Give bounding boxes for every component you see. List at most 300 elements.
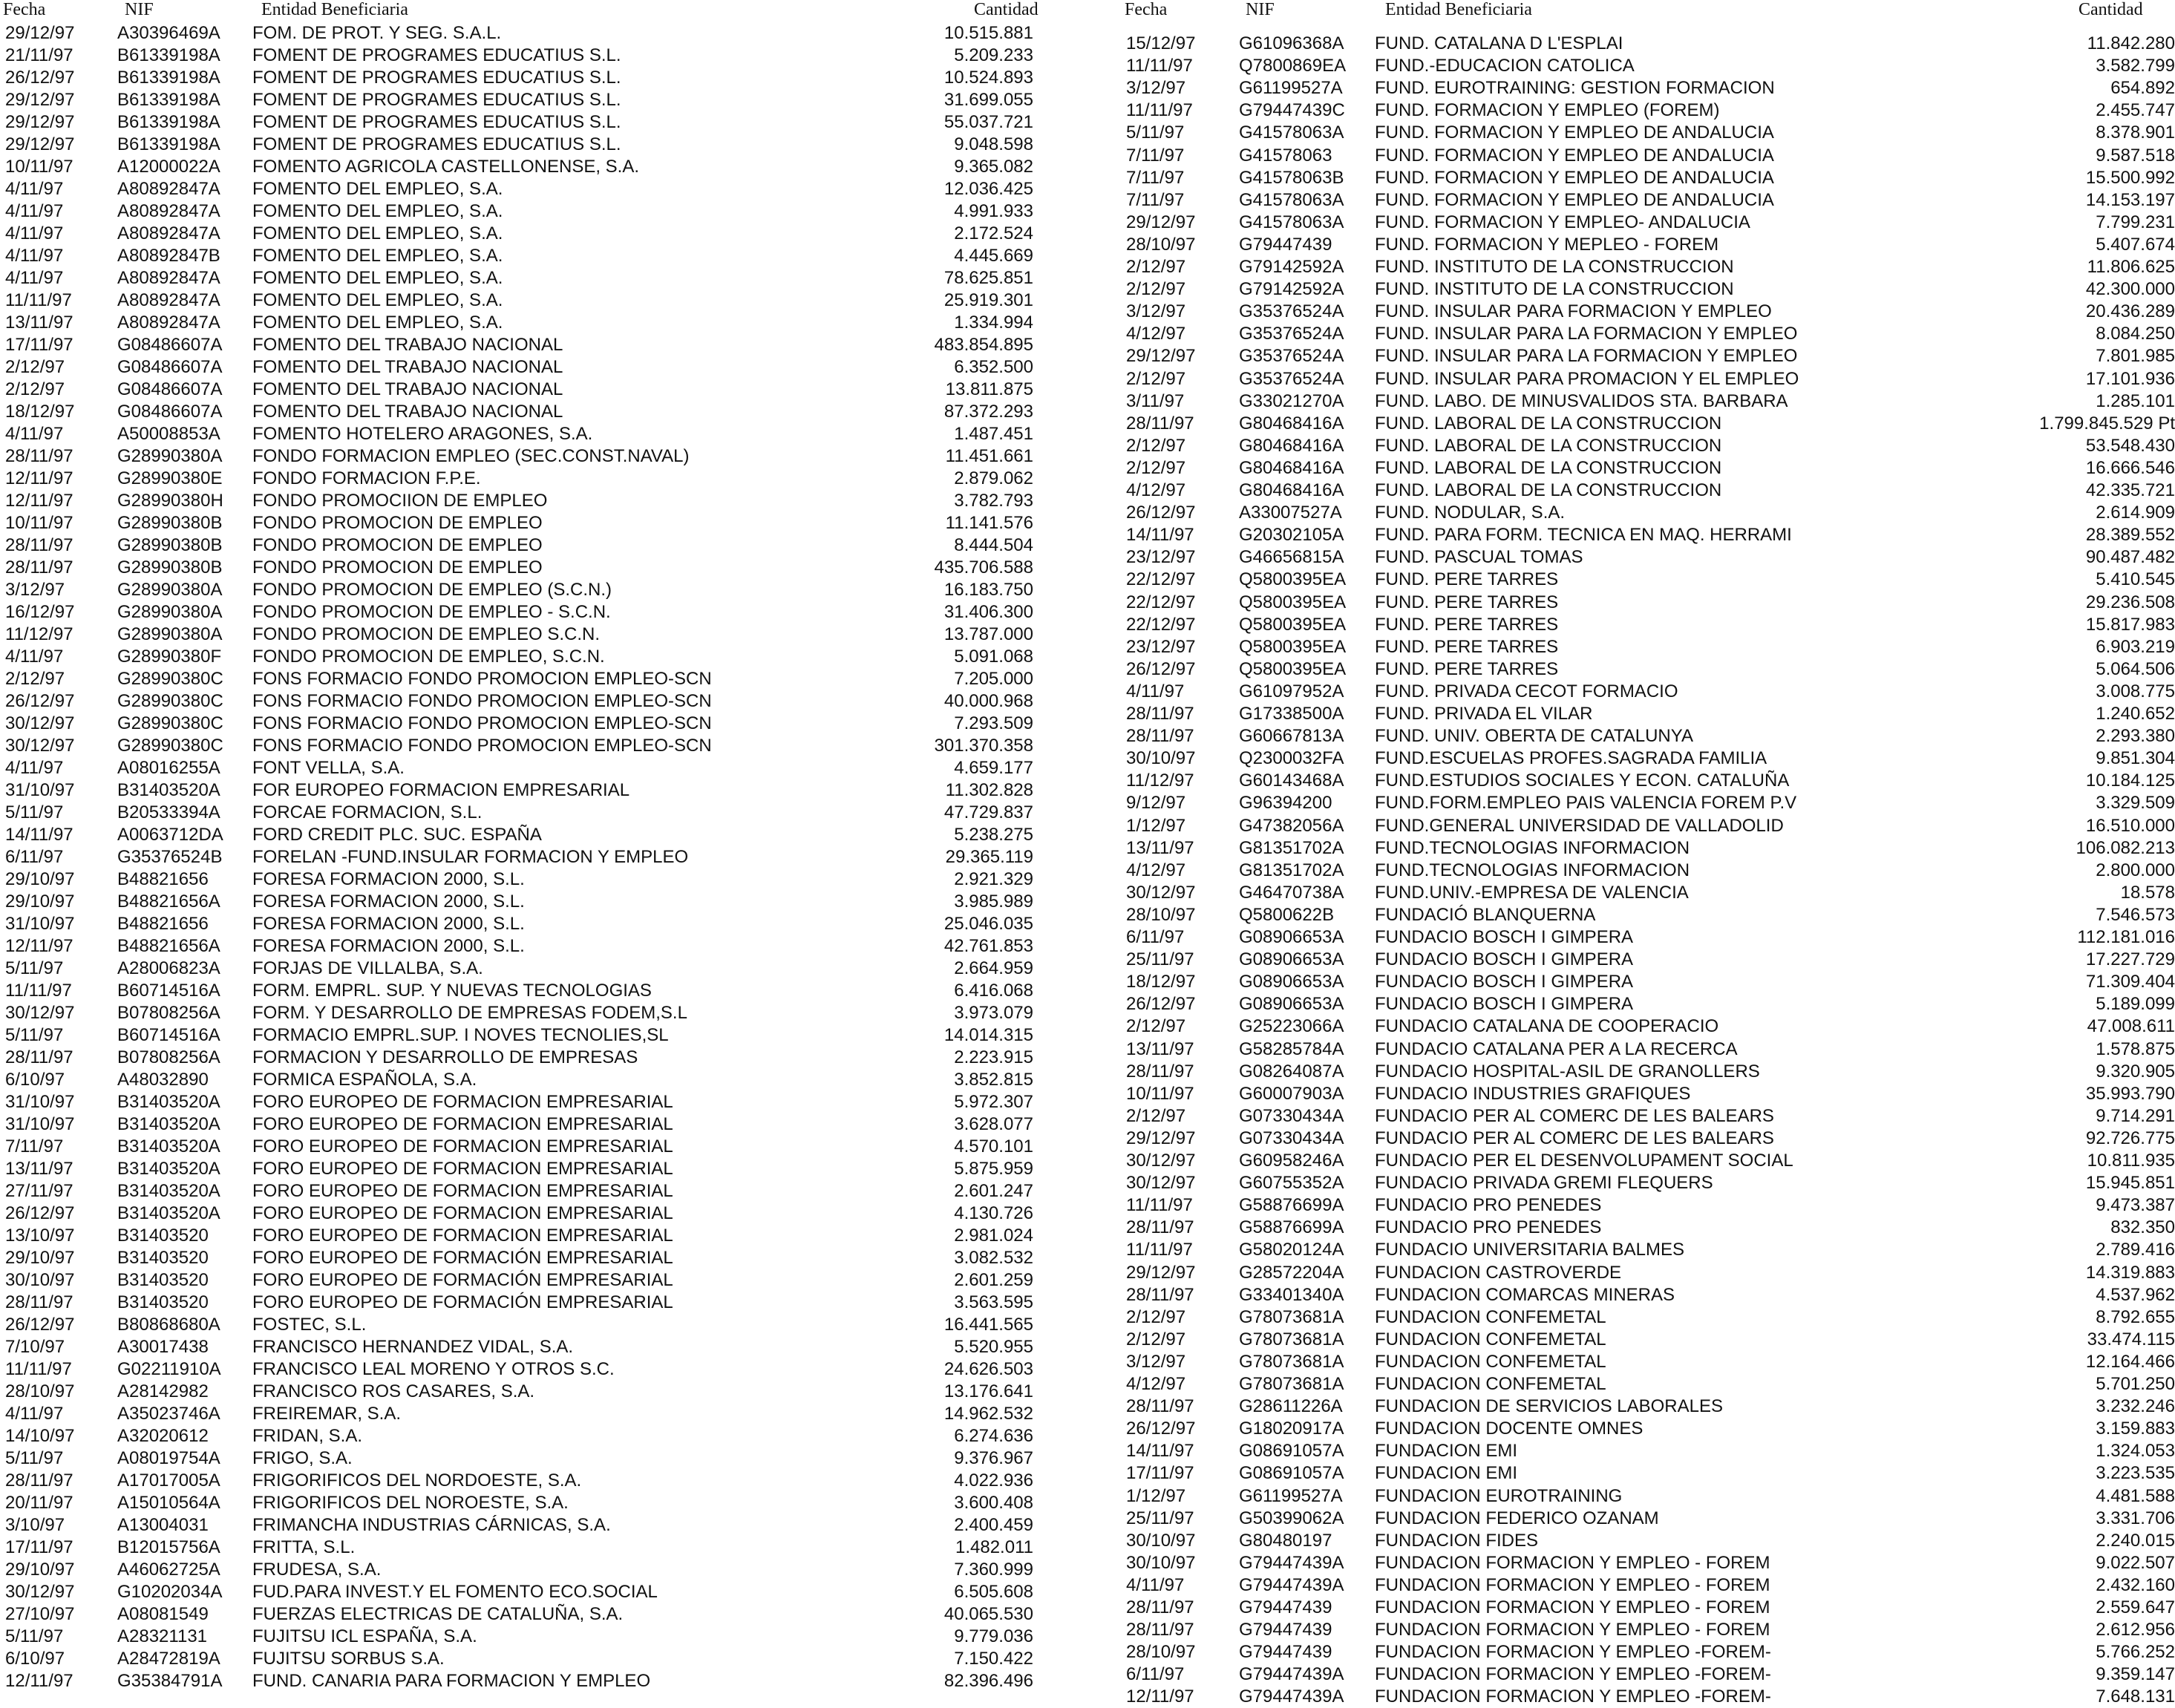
table-row: [0, 1329, 2175, 1351]
table-row: [0, 837, 2175, 860]
nif-cell: A28472819A: [117, 1649, 220, 1669]
entity-cell: FONT VELLA, S.A.: [252, 758, 405, 778]
nif-cell: G28990380A: [117, 624, 223, 644]
entity-cell: FUND. LABO. DE MINUSVALIDOS STA. BARBARA: [1375, 390, 1788, 411]
date-cell: 26/12/97: [5, 691, 75, 711]
entity-cell: FUNDACIO BOSCH I GIMPERA: [1375, 972, 1634, 992]
date-cell: 2/12/97: [1126, 457, 1186, 478]
nif-cell: A15010564A: [117, 1493, 220, 1513]
date-cell: 4/12/97: [1126, 860, 1186, 880]
nif-cell: G41578063A: [1239, 189, 1344, 210]
table-row: [0, 390, 2175, 413]
date-cell: 29/10/97: [5, 891, 75, 912]
amount-cell: 15.500.992: [2085, 167, 2175, 188]
table-row: [0, 457, 2175, 480]
amount-cell: 82.396.496: [943, 1671, 1033, 1691]
entity-cell: FORO EUROPEO DE FORMACIÓN EMPRESARIAL: [252, 1248, 673, 1268]
table-row: [0, 323, 2175, 345]
amount-cell: 40.000.968: [943, 691, 1033, 711]
date-cell: 28/10/97: [1126, 904, 1196, 925]
date-cell: 30/10/97: [5, 1270, 75, 1290]
table-row: [0, 480, 2175, 502]
table-row: [0, 1306, 2175, 1329]
amount-cell: 5.238.275: [954, 825, 1033, 845]
date-cell: 10/11/97: [5, 513, 73, 533]
amount-cell: 92.726.775: [2085, 1128, 2175, 1148]
nif-cell: G80480197: [1239, 1530, 1332, 1551]
nif-cell: Q5800395EA: [1239, 658, 1347, 679]
entity-cell: FUND. INSULAR PARA LA FORMACION Y EMPLEO: [1375, 346, 1798, 367]
entity-cell: FUND. FORMACION Y EMPLEO DE ANDALUCIA: [1375, 189, 1774, 210]
entity-cell: FUNDACION FIDES: [1375, 1530, 1539, 1551]
table-row: [0, 189, 2175, 212]
entity-cell: FOMENTO DEL EMPLEO, S.A.: [252, 268, 503, 288]
entity-cell: FOMENT DE PROGRAMES EDUCATIUS S.L.: [252, 134, 621, 154]
amount-cell: 55.037.721: [943, 112, 1033, 132]
entity-cell: FORO EUROPEO DE FORMACIÓN EMPRESARIAL: [252, 1292, 673, 1312]
amount-cell: 14.319.883: [2085, 1262, 2175, 1283]
amount-cell: 4.991.933: [954, 201, 1033, 221]
amount-cell: 4.022.936: [954, 1470, 1033, 1491]
entity-cell: FUNDACIO PRO PENEDES: [1375, 1217, 1602, 1238]
nif-cell: G80468416A: [1239, 480, 1344, 500]
table-row: [0, 256, 2175, 278]
entity-cell: FUNDACION CONFEMETAL: [1375, 1306, 1606, 1327]
entity-cell: FOMENTO DEL EMPLEO, S.A.: [252, 179, 503, 199]
entity-cell: FONDO PROMOCIION DE EMPLEO: [252, 491, 548, 511]
amount-cell: 5.766.252: [2096, 1642, 2175, 1663]
nif-cell: G25223066A: [1239, 1016, 1344, 1037]
nif-cell: G79447439A: [1239, 1552, 1344, 1573]
entity-cell: FUND.ESTUDIOS SOCIALES Y ECON. CATALUÑA: [1375, 770, 1790, 791]
amount-cell: 29.236.508: [2085, 592, 2175, 612]
table-row: [0, 1061, 2175, 1083]
nif-cell: G08264087A: [1239, 1061, 1344, 1082]
date-cell: 2/12/97: [5, 379, 65, 399]
entity-cell: FUD.PARA INVEST.Y EL FOMENTO ECO.SOCIAL: [252, 1582, 658, 1602]
amount-cell: 3.082.532: [954, 1248, 1033, 1268]
table-row: [0, 1418, 2175, 1440]
date-cell: 14/10/97: [5, 1426, 75, 1446]
nif-cell: G79447439: [1239, 1642, 1332, 1663]
entity-cell: FORO EUROPEO DE FORMACION EMPRESARIAL: [252, 1159, 673, 1179]
amount-cell: 17.227.729: [2085, 949, 2175, 970]
date-cell: 3/11/97: [1126, 390, 1185, 411]
amount-cell: 11.302.828: [945, 780, 1033, 800]
entity-cell: FOSTEC, S.L.: [252, 1315, 367, 1335]
table-row: [0, 1284, 2175, 1306]
amount-cell: 6.505.608: [954, 1582, 1033, 1602]
date-cell: 2/12/97: [1126, 1105, 1186, 1126]
amount-cell: 2.601.259: [954, 1270, 1033, 1290]
nif-cell: Q2300032FA: [1239, 748, 1344, 769]
nif-cell: B31403520A: [117, 780, 220, 800]
table-row: [0, 368, 2175, 390]
date-cell: 16/12/97: [5, 602, 75, 622]
amount-cell: 3.582.799: [2096, 56, 2175, 76]
entity-cell: FRIGORIFICOS DEL NOROESTE, S.A.: [252, 1493, 569, 1513]
date-cell: 22/12/97: [1126, 569, 1196, 590]
amount-cell: 9.048.598: [954, 134, 1033, 154]
amount-cell: 3.329.509: [2096, 793, 2175, 814]
entity-cell: FUND.GENERAL UNIVERSIDAD DE VALLADOLID: [1375, 815, 1784, 836]
header-entity: Entidad Beneficiaria: [261, 0, 408, 19]
entity-cell: FUNDACION DE SERVICIOS LABORALES: [1375, 1396, 1724, 1417]
nif-cell: B61339198A: [117, 112, 220, 132]
date-cell: 23/12/97: [1126, 547, 1196, 568]
date-cell: 25/11/97: [1126, 1508, 1194, 1528]
table-row: [0, 77, 2175, 99]
nif-cell: G35376524A: [1239, 346, 1344, 367]
date-cell: 28/11/97: [1126, 413, 1194, 433]
date-cell: 28/11/97: [1126, 704, 1194, 724]
nif-cell: G28990380E: [117, 468, 223, 488]
table-row: [0, 122, 2175, 144]
date-cell: 2/12/97: [5, 669, 65, 689]
entity-cell: FOMENTO DEL EMPLEO, S.A.: [252, 290, 503, 310]
table-row: [0, 1619, 2175, 1641]
date-cell: 13/11/97: [1126, 1038, 1194, 1059]
nif-cell: G08486607A: [117, 335, 223, 355]
nif-cell: B12015756A: [117, 1537, 220, 1557]
date-cell: 31/10/97: [5, 1114, 75, 1134]
entity-cell: FUND. PRIVADA EL VILAR: [1375, 704, 1593, 724]
entity-cell: FUNDACION DOCENTE OMNES: [1375, 1419, 1643, 1439]
nif-cell: B48821656: [117, 914, 209, 934]
table-row: [0, 949, 2175, 971]
date-cell: 26/12/97: [5, 68, 75, 88]
table-row: [0, 860, 2175, 882]
amount-cell: 8.792.655: [2096, 1306, 2175, 1327]
nif-cell: B61339198A: [117, 45, 220, 65]
date-cell: 4/12/97: [1126, 1374, 1186, 1394]
date-cell: 26/12/97: [1126, 503, 1196, 523]
table-row: [0, 145, 2175, 167]
date-cell: 31/10/97: [5, 780, 75, 800]
nif-cell: A08019754A: [117, 1448, 220, 1468]
table-row: [0, 1083, 2175, 1105]
entity-cell: FUND. FORMACION Y EMPLEO DE ANDALUCIA: [1375, 145, 1774, 166]
nif-cell: G35384791A: [117, 1671, 223, 1691]
date-cell: 4/11/97: [5, 179, 64, 199]
nif-cell: B31403520A: [117, 1203, 220, 1223]
amount-cell: 3.852.815: [954, 1070, 1033, 1090]
nif-cell: G28990380C: [117, 736, 223, 756]
date-cell: 21/11/97: [5, 45, 73, 65]
nif-cell: G47382056A: [1239, 815, 1344, 836]
amount-cell: 7.799.231: [2096, 212, 2175, 232]
amount-cell: 6.274.636: [954, 1426, 1033, 1446]
nif-cell: G78073681A: [1239, 1306, 1344, 1327]
amount-cell: 53.548.430: [2085, 435, 2175, 456]
date-cell: 5/11/97: [5, 1025, 64, 1045]
nif-cell: G78073681A: [1239, 1374, 1344, 1394]
header-date: Fecha: [1125, 0, 1168, 19]
entity-cell: FUNDACIÓ BLANQUERNA: [1375, 904, 1596, 925]
entity-cell: FUNDACION CONFEMETAL: [1375, 1329, 1606, 1349]
amount-cell: 8.084.250: [2096, 324, 2175, 344]
nif-cell: A80892847A: [117, 313, 220, 333]
entity-cell: FORMACION Y DESARROLLO DE EMPRESAS: [252, 1047, 638, 1067]
amount-cell: 13.787.000: [943, 624, 1033, 644]
amount-cell: 5.189.099: [2096, 994, 2175, 1015]
table-row: [0, 1105, 2175, 1128]
nif-cell: G58020124A: [1239, 1240, 1344, 1260]
date-cell: 30/12/97: [1126, 882, 1196, 903]
table-row: [0, 1172, 2175, 1194]
nif-cell: G28990380F: [117, 647, 222, 667]
nif-cell: B80868680A: [117, 1315, 220, 1335]
date-cell: 11/11/97: [1126, 100, 1193, 121]
date-cell: 29/10/97: [5, 1560, 75, 1580]
entity-cell: FONDO PROMOCION DE EMPLEO: [252, 557, 543, 577]
nif-cell: A28321131: [117, 1626, 208, 1646]
table-row: [0, 1239, 2175, 1261]
entity-cell: FUND. FORMACION Y EMPLEO- ANDALUCIA: [1375, 212, 1750, 232]
nif-cell: G80468416A: [1239, 457, 1344, 478]
entity-cell: FUND. PERE TARRES: [1375, 636, 1559, 657]
date-cell: 18/12/97: [5, 402, 75, 422]
nif-cell: G28990380A: [117, 446, 223, 466]
entity-cell: FORESA FORMACION 2000, S.L.: [252, 869, 525, 889]
nif-cell: G60755352A: [1239, 1173, 1344, 1194]
amount-cell: 106.082.213: [2076, 837, 2175, 858]
date-cell: 28/10/97: [5, 1381, 75, 1401]
amount-cell: 7.648.131: [2096, 1686, 2175, 1707]
amount-cell: 8.444.504: [954, 535, 1033, 555]
table-row: [0, 1351, 2175, 1373]
nif-cell: B61339198A: [117, 134, 220, 154]
amount-cell: 9.473.387: [2096, 1195, 2175, 1216]
table-row: [0, 770, 2175, 792]
date-cell: 2/12/97: [1126, 1306, 1186, 1327]
table-row: [0, 1015, 2175, 1038]
nif-cell: G80468416A: [1239, 413, 1344, 433]
date-cell: 1/12/97: [1126, 1485, 1186, 1506]
amount-cell: 11.451.661: [945, 446, 1033, 466]
nif-cell: G61097952A: [1239, 681, 1344, 701]
nif-cell: B31403520A: [117, 1092, 220, 1112]
amount-cell: 2.789.416: [2096, 1240, 2175, 1260]
entity-cell: FUND. INSTITUTO DE LA CONSTRUCCION: [1375, 279, 1734, 300]
amount-cell: 11.842.280: [2087, 33, 2175, 53]
nif-cell: G08906653A: [1239, 949, 1344, 970]
entity-cell: FUERZAS ELECTRICAS DE CATALUÑA, S.A.: [252, 1604, 624, 1624]
nif-cell: G78073681A: [1239, 1351, 1344, 1372]
amount-cell: 31.699.055: [943, 90, 1033, 110]
entity-cell: FOMENT DE PROGRAMES EDUCATIUS S.L.: [252, 45, 621, 65]
entity-cell: FORO EUROPEO DE FORMACION EMPRESARIAL: [252, 1114, 673, 1134]
nif-cell: A80892847B: [117, 246, 220, 266]
nif-cell: A08016255A: [117, 758, 220, 778]
table-row: [0, 993, 2175, 1015]
amount-cell: 2.921.329: [954, 869, 1033, 889]
amount-cell: 7.150.422: [954, 1649, 1033, 1669]
amount-cell: 2.432.160: [2096, 1574, 2175, 1595]
entity-cell: FUJITSU ICL ESPAÑA, S.A.: [252, 1626, 477, 1646]
nif-cell: B31403520: [117, 1292, 209, 1312]
amount-cell: 4.570.101: [954, 1136, 1033, 1156]
entity-cell: FUNDACIO UNIVERSITARIA BALMES: [1375, 1240, 1684, 1260]
entity-cell: FUND. PRIVADA CECOT FORMACIO: [1375, 681, 1678, 701]
nif-cell: G33401340A: [1239, 1284, 1344, 1305]
entity-cell: FUND. PASCUAL TOMAS: [1375, 547, 1583, 568]
date-cell: 4/11/97: [1126, 681, 1185, 701]
nif-cell: G02211910A: [117, 1359, 221, 1379]
date-cell: 12/11/97: [5, 491, 73, 511]
nif-cell: A32020612: [117, 1426, 209, 1446]
nif-cell: G35376524A: [1239, 324, 1344, 344]
amount-cell: 3.232.246: [2096, 1396, 2175, 1417]
table-row: [0, 524, 2175, 546]
entity-cell: FUNDACIO PER AL COMERC DE LES BALEARS: [1375, 1105, 1774, 1126]
nif-cell: G35376524A: [1239, 301, 1344, 322]
nif-cell: B31403520: [117, 1270, 209, 1290]
date-cell: 7/11/97: [1126, 145, 1185, 166]
nif-cell: G60667813A: [1239, 726, 1344, 747]
amount-cell: 10.811.935: [2087, 1151, 2175, 1171]
amount-cell: 14.014.315: [943, 1025, 1033, 1045]
amount-cell: 16.441.565: [943, 1315, 1033, 1335]
date-cell: 26/12/97: [1126, 658, 1196, 679]
date-cell: 22/12/97: [1126, 592, 1196, 612]
nif-cell: A80892847A: [117, 290, 220, 310]
date-cell: 2/12/97: [1126, 1329, 1186, 1349]
amount-cell: 5.209.233: [954, 45, 1033, 65]
date-cell: 28/11/97: [5, 557, 73, 577]
entity-cell: FUNDACION FORMACION Y EMPLEO -FOREM-: [1375, 1664, 1771, 1685]
entity-cell: FORESA FORMACION 2000, S.L.: [252, 914, 525, 934]
amount-cell: 10.184.125: [2085, 770, 2175, 791]
nif-cell: G96394200: [1239, 793, 1332, 814]
amount-cell: 9.022.507: [2096, 1552, 2175, 1573]
amount-cell: 5.875.959: [954, 1159, 1033, 1179]
amount-cell: 1.285.101: [2096, 390, 2175, 411]
entity-cell: FUNDACIO BOSCH I GIMPERA: [1375, 994, 1634, 1015]
entity-cell: FUND. FORMACION Y EMPLEO DE ANDALUCIA: [1375, 167, 1774, 188]
nif-cell: B61339198A: [117, 68, 220, 88]
date-cell: 12/11/97: [5, 1671, 73, 1691]
date-cell: 5/11/97: [5, 1626, 64, 1646]
entity-cell: FOMENT DE PROGRAMES EDUCATIUS S.L.: [252, 90, 621, 110]
amount-cell: 5.972.307: [954, 1092, 1033, 1112]
amount-cell: 1.578.875: [2096, 1038, 2175, 1059]
table-row: [0, 1194, 2175, 1217]
amount-cell: 28.389.552: [2085, 525, 2175, 546]
table-row: [0, 1597, 2175, 1619]
nif-cell: G08486607A: [117, 379, 223, 399]
amount-cell: 832.350: [2110, 1217, 2175, 1238]
table-row: [0, 792, 2175, 814]
nif-cell: G79447439: [1239, 1597, 1332, 1617]
amount-cell: 16.510.000: [2085, 815, 2175, 836]
nif-cell: B48821656A: [117, 891, 220, 912]
amount-cell: 1.487.451: [954, 424, 1033, 444]
date-cell: 12/11/97: [1126, 1686, 1194, 1707]
nif-cell: Q5800395EA: [1239, 636, 1347, 657]
date-cell: 3/10/97: [5, 1515, 65, 1535]
amount-cell: 2.400.459: [954, 1515, 1033, 1535]
entity-cell: FORO EUROPEO DE FORMACION EMPRESARIAL: [252, 1203, 673, 1223]
date-cell: 14/11/97: [1126, 1441, 1194, 1462]
nif-cell: B07808256A: [117, 1003, 220, 1023]
nif-cell: A12000022A: [117, 157, 220, 177]
entity-cell: FOMENTO DEL TRABAJO NACIONAL: [252, 379, 563, 399]
table-row: [0, 1485, 2175, 1508]
entity-cell: FOMENTO DEL EMPLEO, S.A.: [252, 313, 503, 333]
date-cell: 10/11/97: [1126, 1083, 1194, 1104]
nif-cell: A30396469A: [117, 23, 220, 43]
table-row: [0, 1552, 2175, 1574]
entity-cell: FUNDACION CASTROVERDE: [1375, 1262, 1622, 1283]
date-cell: 25/11/97: [1126, 949, 1194, 970]
date-cell: 29/12/97: [1126, 1262, 1196, 1283]
nif-cell: G81351702A: [1239, 837, 1344, 858]
table-row: [0, 1641, 2175, 1663]
entity-cell: FONDO FORMACION F.P.E.: [252, 468, 481, 488]
amount-cell: 1.799.845.529 Pt: [2039, 413, 2175, 433]
nif-cell: A48032890: [117, 1070, 209, 1090]
amount-cell: 3.782.793: [954, 491, 1033, 511]
date-cell: 17/11/97: [1126, 1463, 1194, 1484]
amount-cell: 10.515.881: [943, 23, 1033, 43]
table-row: [0, 1217, 2175, 1239]
nif-cell: G28990380C: [117, 669, 223, 689]
amount-cell: 7.205.000: [954, 669, 1033, 689]
amount-cell: 40.065.530: [943, 1604, 1033, 1624]
date-cell: 4/11/97: [5, 1404, 64, 1424]
table-row: [0, 502, 2175, 524]
amount-cell: 11.141.576: [945, 513, 1033, 533]
amount-cell: 7.360.999: [954, 1560, 1033, 1580]
date-cell: 11/12/97: [5, 624, 73, 644]
table-row: [0, 301, 2175, 323]
date-cell: 12/11/97: [5, 468, 73, 488]
nif-cell: G60958246A: [1239, 1151, 1344, 1171]
amount-cell: 15.945.851: [2085, 1173, 2175, 1194]
nif-cell: A13004031: [117, 1515, 209, 1535]
date-cell: 26/12/97: [5, 1203, 75, 1223]
date-cell: 29/10/97: [5, 869, 75, 889]
entity-cell: FUNDACIO INDUSTRIES GRAFIQUES: [1375, 1083, 1691, 1104]
nif-cell: G41578063A: [1239, 212, 1344, 232]
date-cell: 11/11/97: [5, 1359, 72, 1379]
nif-cell: Q5800395EA: [1239, 592, 1347, 612]
nif-cell: B31403520A: [117, 1181, 220, 1201]
entity-cell: FOMENTO HOTELERO ARAGONES, S.A.: [252, 424, 593, 444]
date-cell: 6/11/97: [1126, 1664, 1185, 1685]
date-cell: 5/11/97: [5, 802, 64, 822]
entity-cell: FORO EUROPEO DE FORMACION EMPRESARIAL: [252, 1136, 673, 1156]
date-cell: 31/10/97: [5, 914, 75, 934]
nif-cell: G46656815A: [1239, 547, 1344, 568]
date-cell: 29/10/97: [5, 1248, 75, 1268]
nif-cell: G79447439C: [1239, 100, 1345, 121]
entity-cell: FUND. PERE TARRES: [1375, 658, 1559, 679]
entity-cell: FRITTA, S.L.: [252, 1537, 356, 1557]
nif-cell: B48821656A: [117, 936, 220, 956]
nif-cell: G08486607A: [117, 402, 223, 422]
amount-cell: 9.365.082: [954, 157, 1033, 177]
amount-cell: 1.240.652: [2096, 704, 2175, 724]
entity-cell: FUND. PERE TARRES: [1375, 569, 1559, 590]
amount-cell: 1.482.011: [955, 1537, 1033, 1557]
nif-cell: G18020917A: [1239, 1419, 1344, 1439]
header-amount: Cantidad: [2078, 0, 2143, 19]
nif-cell: G28990380H: [117, 491, 223, 511]
nif-cell: G79447439A: [1239, 1686, 1344, 1707]
entity-cell: FORELAN -FUND.INSULAR FORMACION Y EMPLEO: [252, 847, 689, 867]
